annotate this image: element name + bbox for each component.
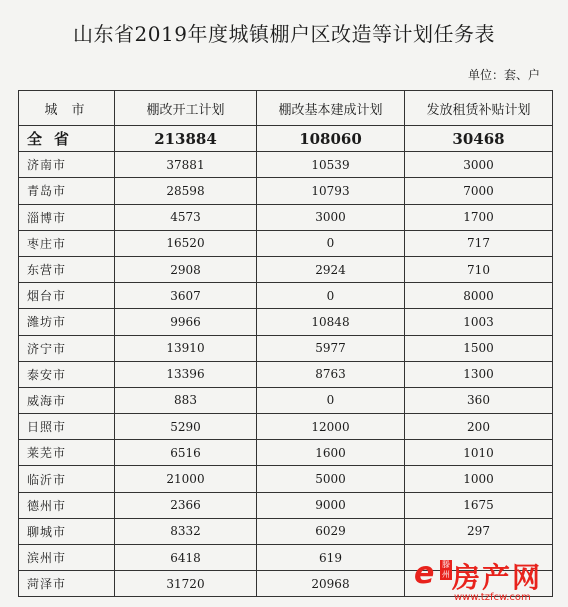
- table-cell-city: 济宁市: [19, 335, 115, 361]
- table-cell-city: 青岛市: [19, 178, 115, 204]
- table-cell-start: 213884: [115, 126, 257, 152]
- watermark-logo-mark: e: [414, 556, 435, 591]
- table-cell-complete: 1600: [257, 440, 405, 466]
- watermark-logo: [414, 556, 564, 607]
- watermark-city: 滕州: [442, 560, 450, 579]
- watermark-name: 房产网: [452, 561, 543, 594]
- table-cell-complete: 6029: [257, 518, 405, 544]
- table-cell-start: 2908: [115, 256, 257, 282]
- table-row: [19, 518, 553, 544]
- watermark-url: www.tzfcw.com: [454, 592, 531, 603]
- table-cell-city: 日照市: [19, 414, 115, 440]
- table-cell-city: 枣庄市: [19, 230, 115, 256]
- table-cell-subsidy: 7000: [405, 178, 553, 204]
- table-cell-complete: 10848: [257, 309, 405, 335]
- column-header-completion-plan: 棚改基本建成计划: [257, 91, 405, 126]
- table-cell-start: 5290: [115, 414, 257, 440]
- table-cell-complete: 0: [257, 283, 405, 309]
- table-row: [19, 492, 553, 518]
- table-cell-subsidy: 1675: [405, 492, 553, 518]
- table-cell-city: 济南市: [19, 152, 115, 178]
- column-header-subsidy-plan: 发放租赁补贴计划: [405, 91, 553, 126]
- table-cell-city: 聊城市: [19, 518, 115, 544]
- table-row: [19, 256, 553, 282]
- table-cell-city: 泰安市: [19, 361, 115, 387]
- table-cell-complete: 12000: [257, 414, 405, 440]
- table-cell-city: 烟台市: [19, 283, 115, 309]
- table-row: [19, 230, 553, 256]
- table-cell-subsidy: 710: [405, 256, 553, 282]
- table-row: [19, 204, 553, 230]
- table-cell-city: 潍坊市: [19, 309, 115, 335]
- table-cell-complete: 20968: [257, 571, 405, 597]
- table-cell-city: 菏泽市: [19, 571, 115, 597]
- table-header-row: [19, 91, 553, 126]
- table-row: [19, 361, 553, 387]
- table-row: [19, 414, 553, 440]
- table-row: [19, 283, 553, 309]
- table-cell-subsidy: 360: [405, 387, 553, 413]
- table-row: [19, 387, 553, 413]
- table-cell-subsidy: 200: [405, 414, 553, 440]
- column-header-city: 城市: [19, 91, 115, 126]
- table-cell-start: 21000: [115, 466, 257, 492]
- table-cell-complete: 2924: [257, 256, 405, 282]
- table-cell-subsidy: 1500: [405, 335, 553, 361]
- table-cell-city: 德州市: [19, 492, 115, 518]
- table-cell-start: 31720: [115, 571, 257, 597]
- total-row: [19, 126, 553, 152]
- table-cell-complete: 5000: [257, 466, 405, 492]
- table-cell-subsidy: 1700: [405, 204, 553, 230]
- table-cell-start: 883: [115, 387, 257, 413]
- column-header-start-plan: 棚改开工计划: [115, 91, 257, 126]
- table-cell-subsidy: 8000: [405, 283, 553, 309]
- table-cell-start: 3607: [115, 283, 257, 309]
- table-cell-subsidy: 1010: [405, 440, 553, 466]
- table-cell-subsidy: 3000: [405, 152, 553, 178]
- plan-table: [18, 90, 553, 597]
- table-cell-complete: 9000: [257, 492, 405, 518]
- table-cell-subsidy: 297: [405, 518, 553, 544]
- table-row: [19, 466, 553, 492]
- table-row: [19, 309, 553, 335]
- table-row: [19, 440, 553, 466]
- table-cell-start: 16520: [115, 230, 257, 256]
- table-cell-city: 莱芜市: [19, 440, 115, 466]
- table-row: [19, 335, 553, 361]
- table-row: [19, 152, 553, 178]
- table-cell-complete: 0: [257, 230, 405, 256]
- table-cell-start: 2366: [115, 492, 257, 518]
- unit-label: 单位：套、户: [467, 68, 540, 82]
- table-cell-start: 9966: [115, 309, 257, 335]
- table-cell-complete: 108060: [257, 126, 405, 152]
- table-cell-city: 淄博市: [19, 204, 115, 230]
- table-cell-city: 东营市: [19, 256, 115, 282]
- table-cell-start: 37881: [115, 152, 257, 178]
- table-row: [19, 178, 553, 204]
- table-cell-complete: 0: [257, 387, 405, 413]
- table-cell-subsidy: 1003: [405, 309, 553, 335]
- table-cell-start: 4573: [115, 204, 257, 230]
- table-cell-complete: 5977: [257, 335, 405, 361]
- table-cell-subsidy: 1000: [405, 466, 553, 492]
- table-cell-city: 滨州市: [19, 545, 115, 571]
- table-cell-complete: 8763: [257, 361, 405, 387]
- table-cell-start: 8332: [115, 518, 257, 544]
- table-cell-city: 临沂市: [19, 466, 115, 492]
- page-title: 山东省2019年度城镇棚户区改造等计划任务表: [73, 22, 495, 46]
- table-cell-start: 13396: [115, 361, 257, 387]
- table-cell-complete: 3000: [257, 204, 405, 230]
- table-cell-subsidy: 30468: [405, 126, 553, 152]
- table-cell-start: 28598: [115, 178, 257, 204]
- table-cell-complete: 10793: [257, 178, 405, 204]
- table-cell-subsidy: 717: [405, 230, 553, 256]
- table-cell-start: 6516: [115, 440, 257, 466]
- table-cell-subsidy: 1300: [405, 361, 553, 387]
- table-cell-start: 13910: [115, 335, 257, 361]
- table-cell-complete: 619: [257, 545, 405, 571]
- table-cell-complete: 10539: [257, 152, 405, 178]
- table-cell-city: 威海市: [19, 387, 115, 413]
- table-cell-start: 6418: [115, 545, 257, 571]
- table-cell-city: 全省: [19, 126, 115, 152]
